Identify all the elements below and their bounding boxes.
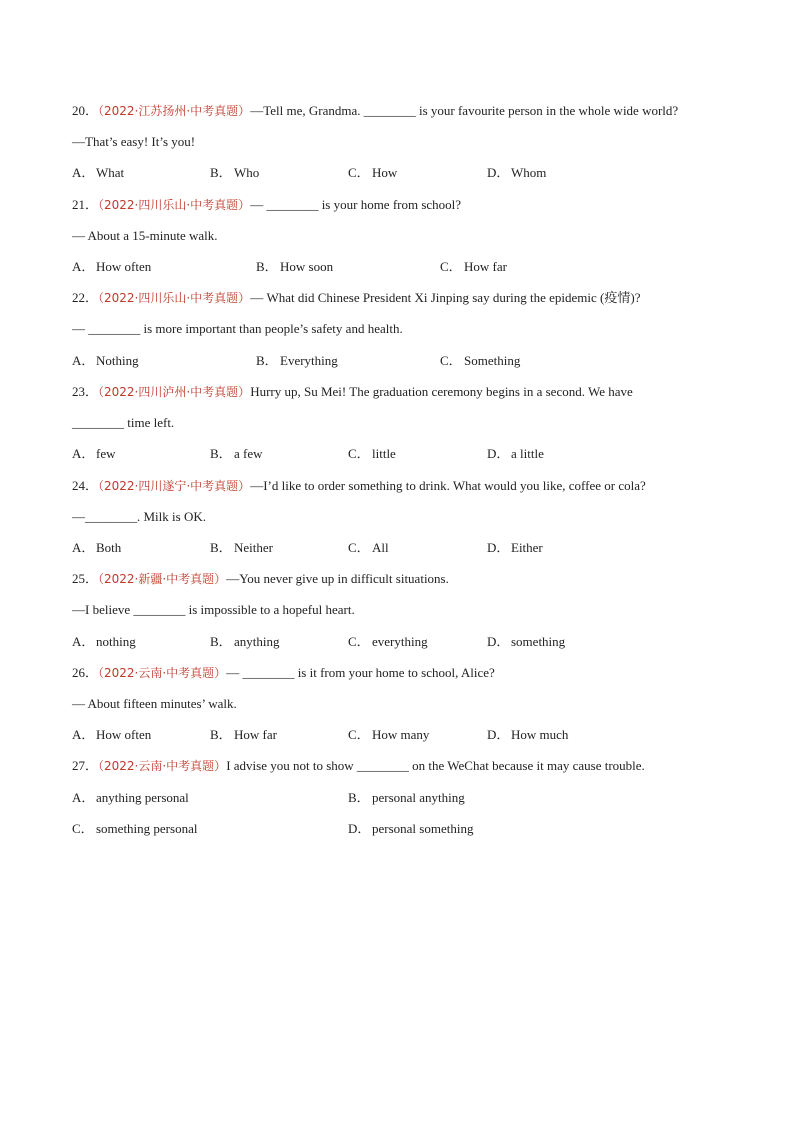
question-number: 20． bbox=[72, 103, 99, 118]
option-d: D． Whom bbox=[487, 165, 547, 180]
option-c: C． everything bbox=[348, 634, 428, 649]
option-b: B． Neither bbox=[210, 540, 273, 555]
question-source: （2022·四川乐山·中考真题） bbox=[98, 291, 251, 305]
option-b: B． personal anything bbox=[348, 790, 465, 805]
option-a: A． nothing bbox=[72, 634, 136, 649]
option-d: D． How much bbox=[487, 727, 569, 742]
option-b: B． How far bbox=[210, 727, 277, 742]
question-text: —I’d like to order something to drink. What would you like, coffee or cola? bbox=[250, 478, 646, 493]
option-c: C． little bbox=[348, 446, 396, 461]
option-c: C． something personal bbox=[72, 821, 198, 836]
option-a: A． few bbox=[72, 446, 116, 461]
question-24-stem bbox=[72, 477, 646, 495]
question-number: 24． bbox=[72, 478, 99, 493]
option-b: B． anything bbox=[210, 634, 280, 649]
option-b: B． Everything bbox=[256, 353, 338, 368]
option-d: D． personal something bbox=[348, 821, 474, 836]
question-number: 21． bbox=[72, 197, 99, 212]
option-b: B． a few bbox=[210, 446, 263, 461]
question-23-continuation: ________ time left. bbox=[72, 415, 175, 430]
question-source: （2022·江苏扬州·中考真题） bbox=[98, 104, 251, 118]
question-24-answer-line: —________. Milk is OK. bbox=[72, 509, 206, 524]
option-a: A． anything personal bbox=[72, 790, 189, 805]
option-a: A． How often bbox=[72, 727, 152, 742]
question-26-answer-line: — About fifteen minutes’ walk. bbox=[72, 696, 237, 711]
question-text: I advise you not to show ________ on the WeChat because it may cause trouble. bbox=[226, 758, 645, 773]
option-b: B． Who bbox=[210, 165, 260, 180]
option-c: C． How bbox=[348, 165, 398, 180]
question-text: — ________ is your home from school? bbox=[250, 197, 462, 212]
question-source: （2022·云南·中考真题） bbox=[98, 666, 227, 680]
option-c: C． Something bbox=[440, 353, 521, 368]
option-d: D． Either bbox=[487, 540, 543, 555]
question-text: Hurry up, Su Mei! The graduation ceremony begins in a second. We have bbox=[250, 384, 633, 399]
question-22-stem bbox=[72, 289, 640, 307]
question-25-stem bbox=[72, 570, 449, 588]
option-d: D． something bbox=[487, 634, 566, 649]
option-c: C． How far bbox=[440, 259, 507, 274]
question-number: 25． bbox=[72, 571, 99, 586]
question-26-stem bbox=[72, 664, 495, 682]
question-number: 22． bbox=[72, 290, 99, 305]
question-source: （2022·四川泸州·中考真题） bbox=[98, 385, 251, 399]
option-a: A． What bbox=[72, 165, 125, 180]
option-b: B． How soon bbox=[256, 259, 334, 274]
question-source: （2022·四川乐山·中考真题） bbox=[98, 198, 251, 212]
question-text: — What did Chinese President Xi Jinping say during the epidemic (疫情)? bbox=[250, 290, 641, 305]
question-source: （2022·新疆·中考真题） bbox=[98, 572, 227, 586]
option-a: A． How often bbox=[72, 259, 152, 274]
question-number: 23． bbox=[72, 384, 99, 399]
question-27-stem bbox=[72, 757, 645, 775]
option-a: A． Nothing bbox=[72, 353, 139, 368]
option-c: C． How many bbox=[348, 727, 430, 742]
question-20-answer-line: —That’s easy! It’s you! bbox=[72, 134, 196, 149]
option-c: C． All bbox=[348, 540, 389, 555]
question-text: — ________ is it from your home to school, Alice? bbox=[226, 665, 495, 680]
question-25-answer-line: —I believe ________ is impossible to a hopeful heart. bbox=[72, 602, 355, 617]
question-source: （2022·云南·中考真题） bbox=[98, 759, 227, 773]
question-text: —Tell me, Grandma. ________ is your favourite person in the whole wide world? bbox=[250, 103, 679, 118]
question-source: （2022·四川遂宁·中考真题） bbox=[98, 479, 251, 493]
option-a: A． Both bbox=[72, 540, 122, 555]
question-23-stem bbox=[72, 383, 633, 401]
question-20-stem bbox=[72, 102, 678, 120]
question-text: —You never give up in difficult situations. bbox=[226, 571, 449, 586]
question-number: 27． bbox=[72, 758, 99, 773]
question-number: 26． bbox=[72, 665, 99, 680]
option-d: D． a little bbox=[487, 446, 544, 461]
question-21-stem bbox=[72, 196, 461, 214]
question-22-answer-line: — ________ is more important than people’s safety and health. bbox=[72, 321, 403, 336]
question-21-answer-line: — About a 15-minute walk. bbox=[72, 228, 218, 243]
